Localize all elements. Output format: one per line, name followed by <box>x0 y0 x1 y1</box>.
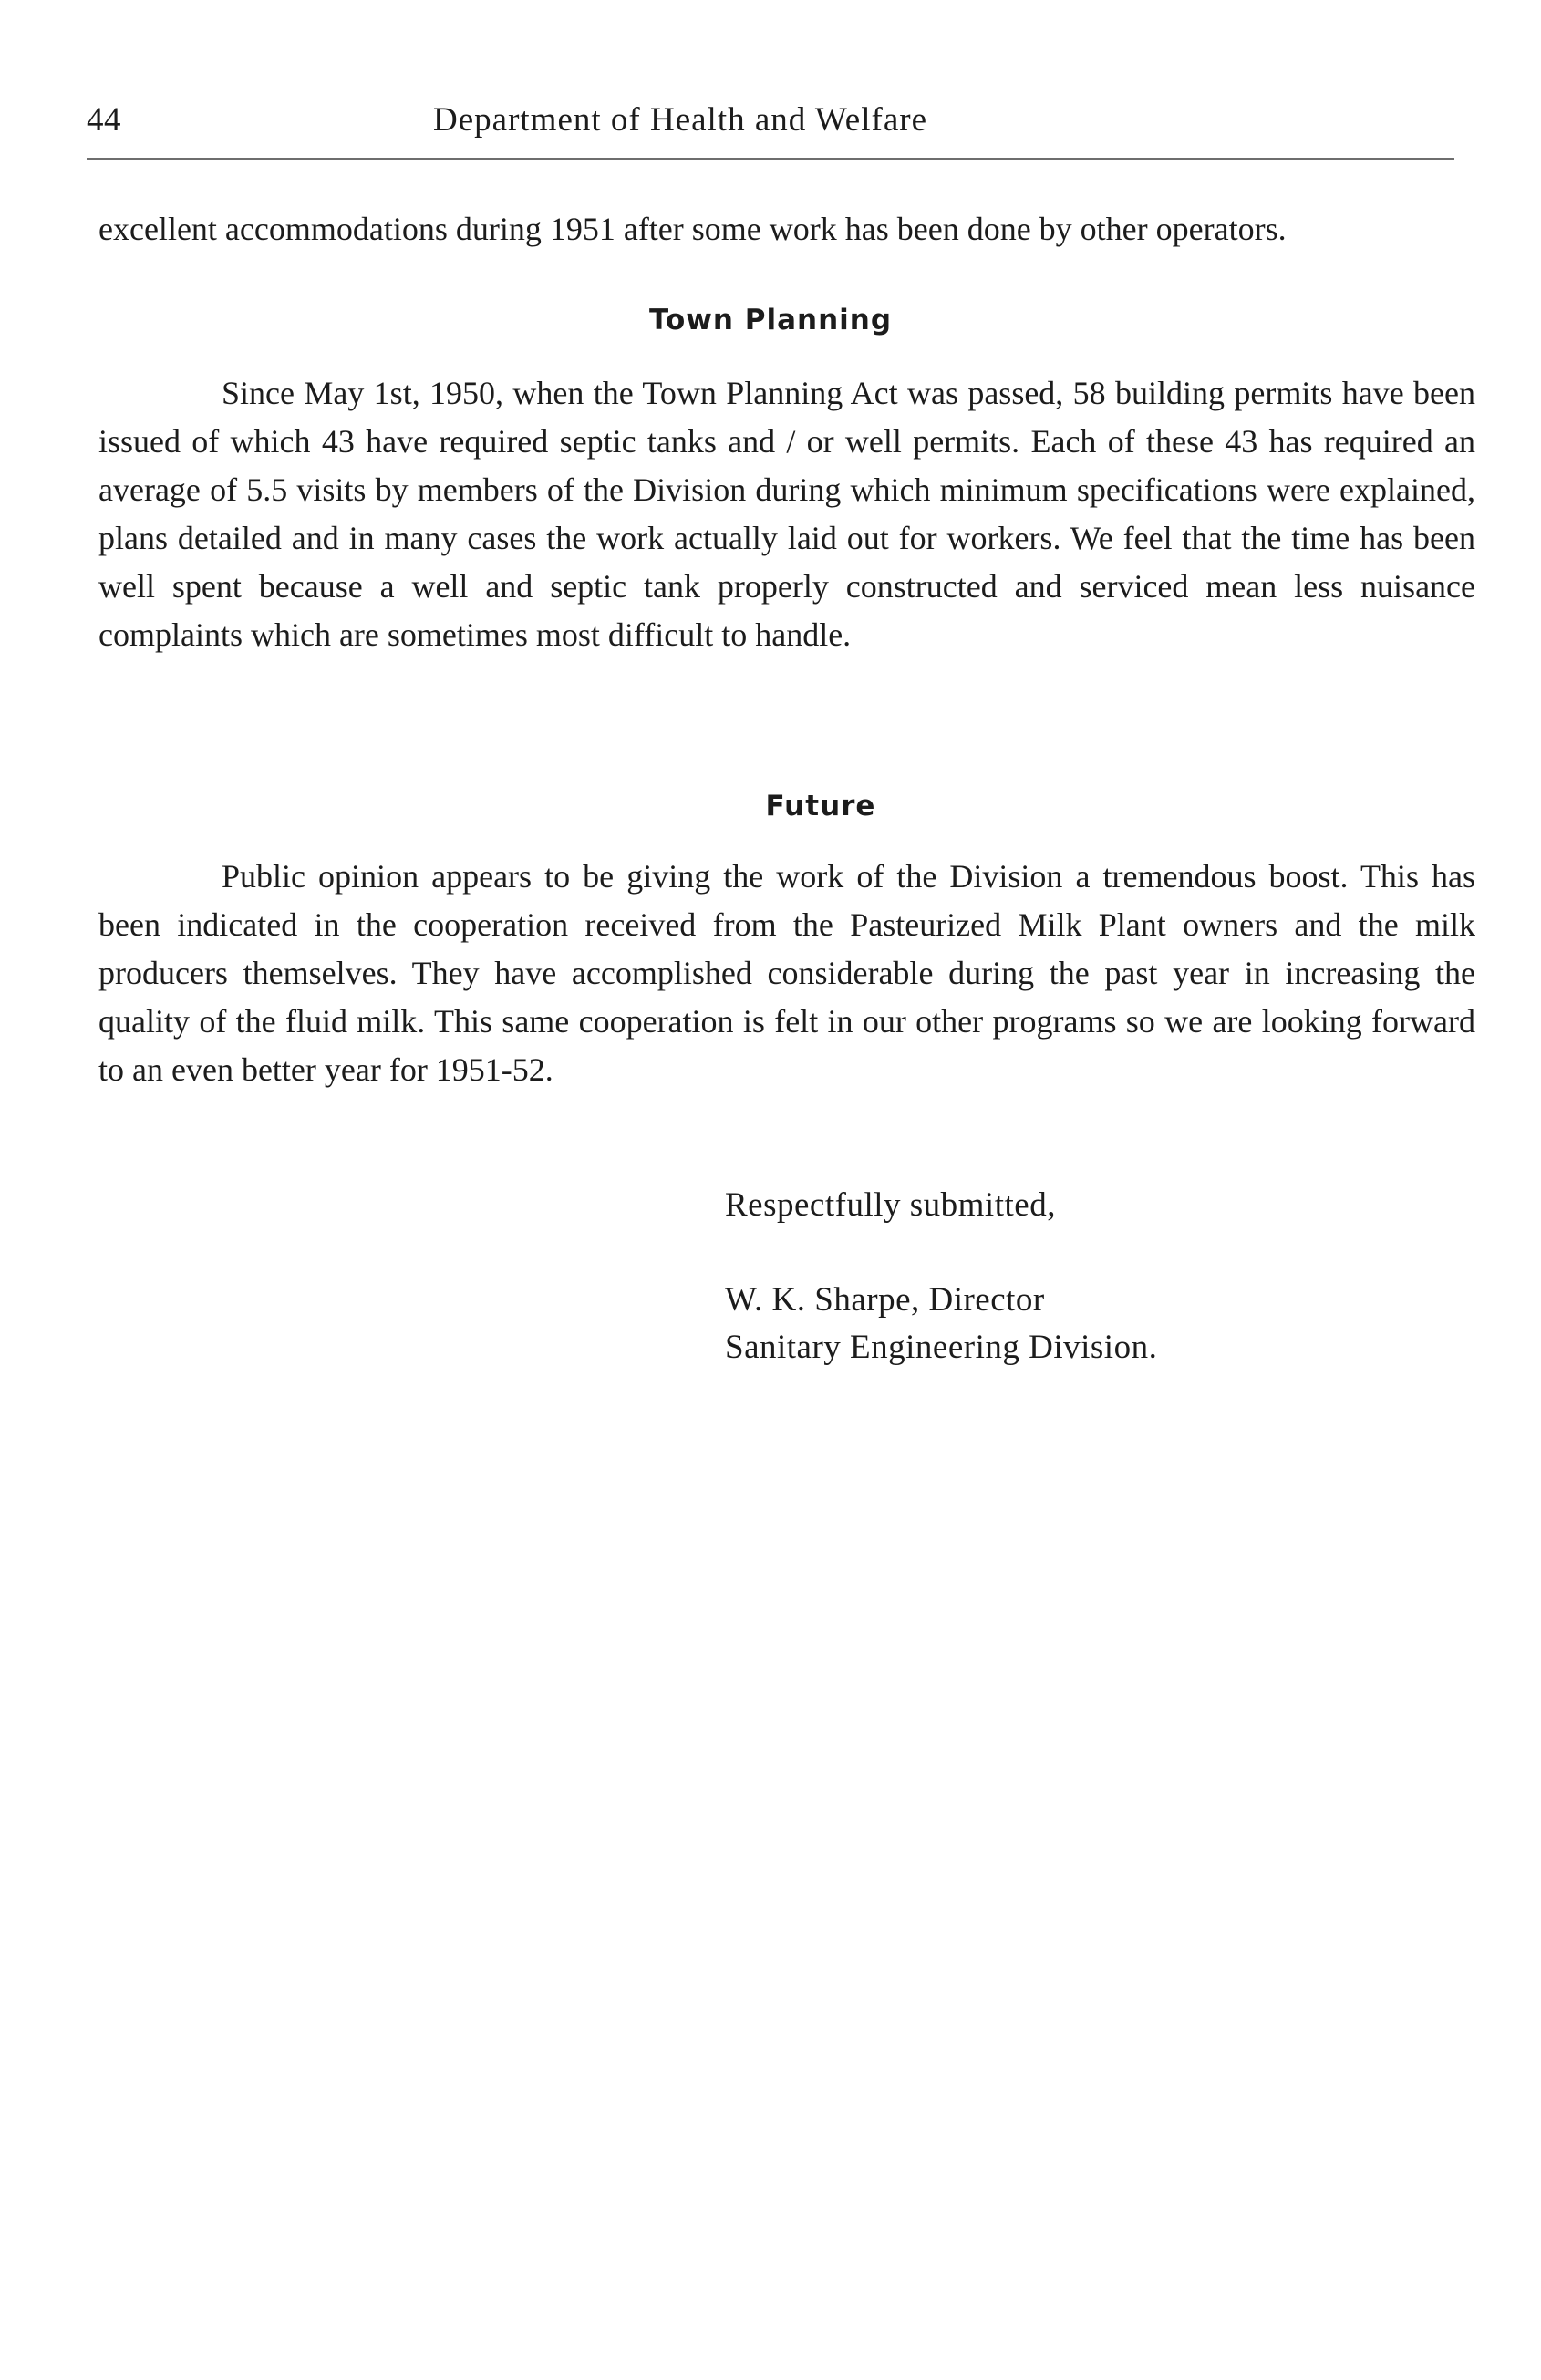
town-planning-paragraph: Since May 1st, 1950, when the Town Planning Act was passed, 58 building permits have been issued of which 43 have required septic tanks and / or well permits. Each of these 43 has required an average of 5.5 visits by members of the Division during which minimum specifications were explained, plans detailed and in many cases the work actually laid out for workers. We feel that the time has been well spent because a well and septic tank properly constructed and serviced mean less nuisance complaints which are sometimes most difficult to handle. <box>98 375 1475 653</box>
future-heading: Future <box>765 790 876 823</box>
header-rule <box>87 158 1454 160</box>
running-header <box>0 100 1541 155</box>
future-paragraph: Public opinion appears to be giving the work of the Division a tremendous boost. This has been indicated in the cooperation received from the Pasteurized Milk Plant owners and the milk producers themselves. They have accomplished considerable during the past year in increasing the quality of the fluid milk. This same cooperation is felt in our other programs so we are looking forward to an even better year for 1951-52. <box>98 858 1475 1088</box>
signature-division: Sanitary Engineering Division. <box>725 1329 1158 1366</box>
signature-closing: Respectfully submitted, <box>725 1186 1056 1224</box>
town-planning-heading: Town Planning <box>648 304 893 336</box>
page-number: 44 <box>87 101 121 139</box>
signature-name: W. K. Sharpe, Director <box>725 1281 1045 1319</box>
running-title: Department of Health and Welfare <box>433 101 927 139</box>
intro-paragraph: excellent accommodations during 1951 after some work has been done by other operators. <box>98 211 1287 247</box>
